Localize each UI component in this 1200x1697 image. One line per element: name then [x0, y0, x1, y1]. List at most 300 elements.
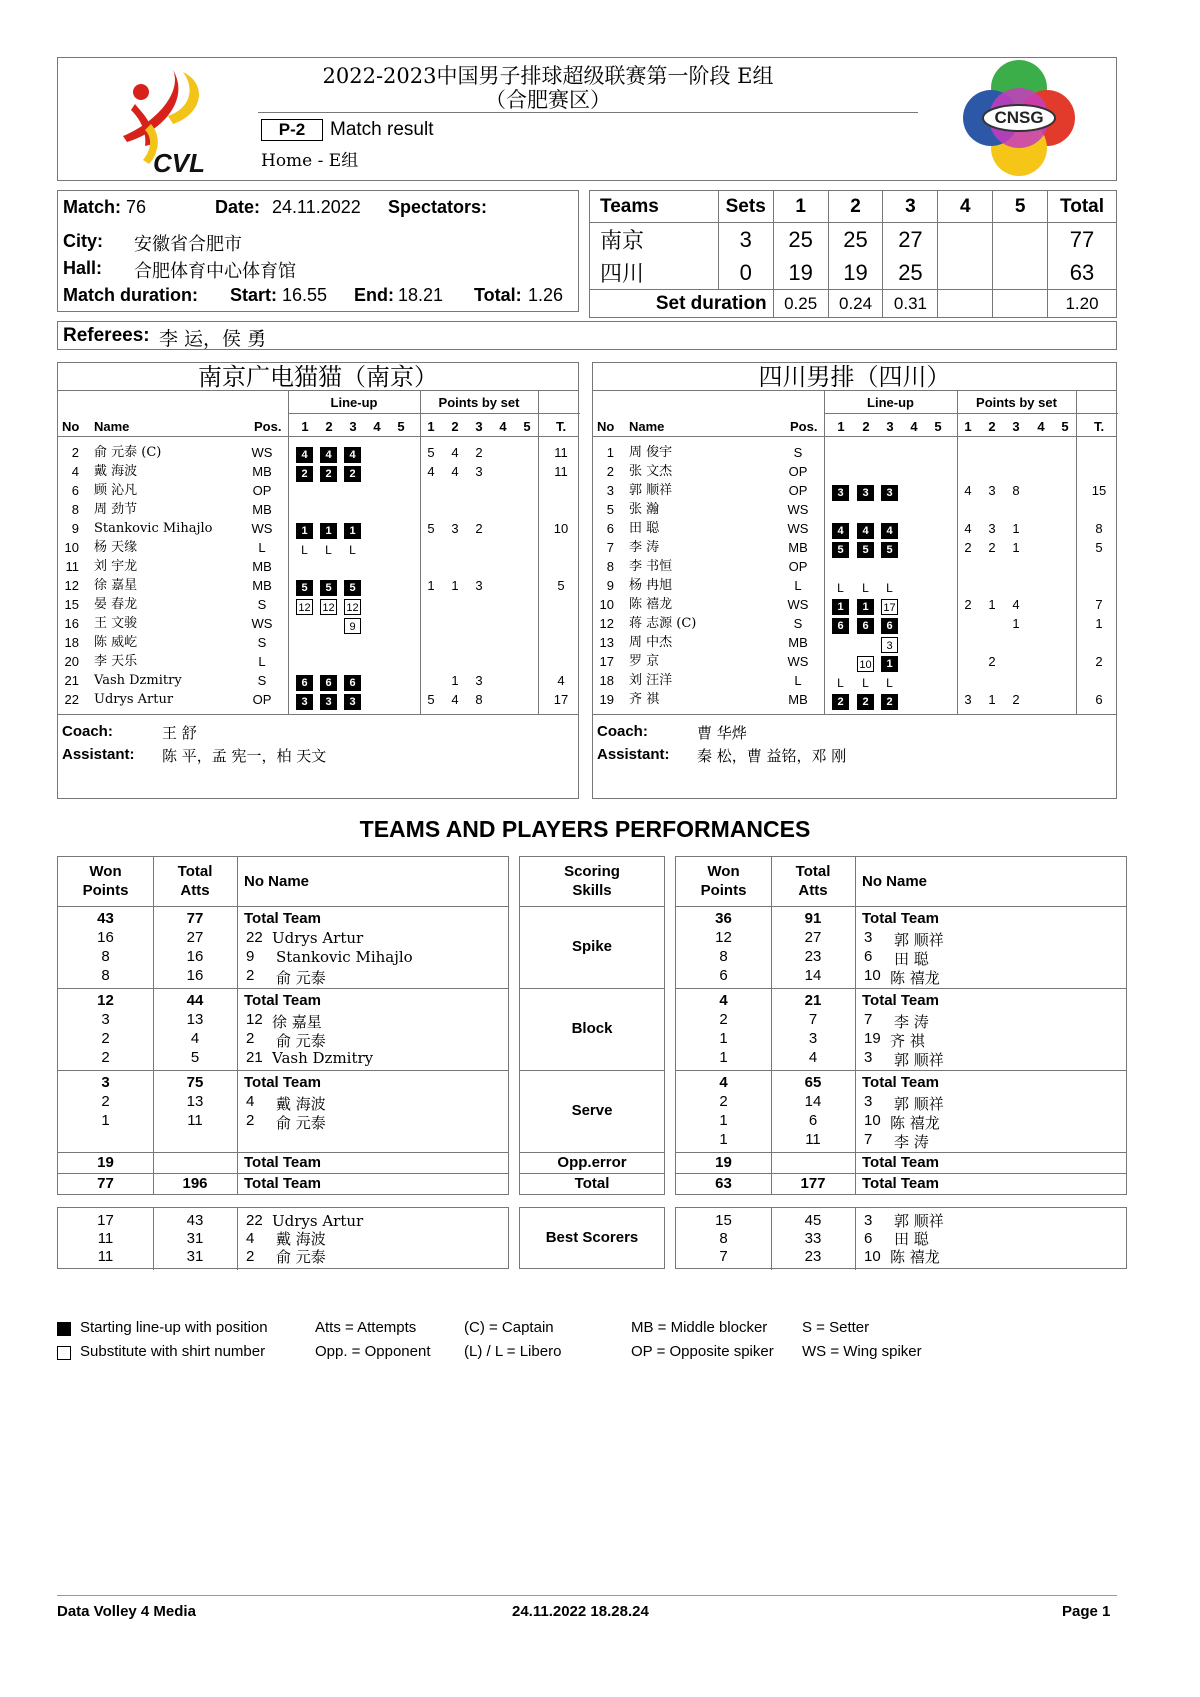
player-number: 2 [71, 445, 79, 460]
set-duration-1: 0.25 [773, 290, 828, 318]
player-position: OP [252, 483, 272, 498]
player-position: S [257, 635, 267, 650]
col-pos-header: Pos. [790, 419, 818, 434]
player-number: 2 [246, 1112, 255, 1129]
player-number: 10 [864, 1112, 881, 1129]
lineup-cell [296, 520, 313, 539]
lineup-libero: L [301, 542, 308, 557]
points-set: 4 [1012, 597, 1020, 612]
lineup-cell [881, 520, 898, 539]
lineup-sub-number: 12 [296, 599, 313, 615]
player-position: L [794, 578, 802, 593]
player-name: 陈 禧龙 [890, 1248, 940, 1266]
col-lineup-set-header: 4 [373, 419, 381, 434]
player-position: L [258, 654, 266, 669]
total-atts: 44 [186, 992, 204, 1009]
col-divider [237, 857, 238, 906]
col-divider [237, 989, 238, 1071]
lineup-cell [344, 539, 361, 558]
date-value: 24.11.2022 [272, 197, 361, 217]
points-set: 5 [427, 692, 435, 707]
player-name: 李 书恒 [629, 559, 673, 574]
perf-right-opp-error [675, 1153, 1127, 1174]
won-points: 63 [715, 1175, 732, 1192]
col-lineup-set-header: 2 [862, 419, 870, 434]
player-row [593, 462, 1116, 481]
points-set: 1 [1012, 540, 1020, 555]
player-number: 2 [246, 1030, 255, 1047]
hall-label: Hall: [63, 258, 103, 278]
player-name: Udrys Artur [272, 1212, 364, 1230]
score-header-set2: 2 [828, 191, 883, 223]
lineup-cell [857, 577, 874, 596]
legend [57, 1318, 1117, 1366]
lineup-start-position: 3 [344, 694, 361, 710]
lineup-libero: L [886, 675, 893, 690]
lineup-cell [857, 615, 874, 634]
lineup-sub-number: 12 [320, 599, 337, 615]
score-header-row [590, 191, 1117, 223]
lineup-cell [857, 520, 874, 539]
points-set: 2 [964, 540, 972, 555]
player-row [593, 576, 1116, 595]
col-divider [153, 1153, 154, 1174]
lineup-start-position: 1 [881, 656, 898, 672]
score-set5 [993, 256, 1048, 290]
score-header-total: Total [1048, 191, 1117, 223]
perf-right-total [675, 1174, 1127, 1195]
points-set: 2 [1012, 692, 1020, 707]
coach-divider [58, 714, 578, 715]
player-number: 4 [71, 464, 79, 479]
lineup-cell [832, 577, 849, 596]
lineup-start-position: 1 [344, 523, 361, 539]
points-header: Points by set [438, 395, 520, 410]
lineup-libero: L [349, 542, 356, 557]
player-row [593, 557, 1116, 576]
lineup-start-position: 5 [857, 542, 874, 558]
total-atts: 177 [800, 1175, 826, 1192]
col-points-set-header: 5 [1061, 419, 1069, 434]
player-name: Udrys Artur [272, 929, 364, 947]
lineup-cell [320, 463, 337, 482]
perf-left-total [57, 1174, 509, 1195]
col-name-header: Name [94, 419, 130, 434]
total-atts: 7 [808, 1011, 818, 1028]
lineup-start-position: 6 [344, 675, 361, 691]
lineup-cell [857, 672, 874, 691]
perf-right-section [675, 989, 1127, 1071]
points-set: 8 [1012, 483, 1020, 498]
points-set: 1 [988, 692, 996, 707]
skills-header-l2: Skills [572, 882, 612, 899]
skill-cell [519, 1071, 665, 1153]
coach-label: Coach: [62, 723, 113, 740]
player-name: 陈 威屹 [94, 635, 138, 650]
score-table [589, 190, 1117, 318]
score-set3: 27 [883, 223, 938, 257]
player-number: 18 [599, 673, 614, 688]
coach-name: 曹 华烨 [697, 724, 747, 742]
player-name: 陈 禧龙 [890, 969, 940, 987]
player-row [58, 500, 578, 519]
lineup-cell [296, 444, 313, 463]
lineup-sub-number: 3 [881, 637, 898, 653]
player-row [58, 633, 578, 652]
lineup-cell [832, 539, 849, 558]
points-set: 3 [475, 578, 483, 593]
player-position: MB [252, 559, 272, 574]
player-name: 俞 元泰 (C) [94, 445, 162, 460]
won-points: 11 [97, 1230, 114, 1247]
player-name: 刘 汪洋 [629, 673, 673, 688]
won-points: 17 [97, 1212, 114, 1229]
lineup-cell [832, 691, 849, 710]
points-header: Points by set [976, 395, 1057, 410]
assistant-label: Assistant: [62, 746, 135, 763]
player-name: 杨 冉旭 [629, 578, 673, 593]
col-points-set-header: 1 [964, 419, 972, 434]
city-label: City: [63, 231, 103, 251]
won-points: 1 [719, 1030, 728, 1047]
player-position: MB [252, 464, 272, 479]
player-name: 郭 顺祥 [894, 931, 944, 949]
player-name: Total Team [862, 910, 939, 927]
won-points: 19 [97, 1154, 114, 1171]
col-divider [237, 1174, 238, 1195]
lineup-cell [320, 520, 337, 539]
player-position: MB [788, 635, 808, 650]
points-total: 1 [1095, 616, 1103, 631]
player-number: 12 [64, 578, 79, 593]
lineup-cell [857, 539, 874, 558]
footer-left: Data Volley 4 Media [57, 1603, 196, 1620]
total-atts: 21 [804, 992, 822, 1009]
set-duration-4 [938, 290, 993, 318]
lineup-cell [296, 596, 313, 615]
lineup-cell [344, 520, 361, 539]
lineup-start-position: 4 [857, 523, 874, 539]
col-divider [855, 989, 856, 1071]
best-scorers-right [675, 1207, 1127, 1269]
player-name: 李 涛 [894, 1133, 929, 1151]
player-row [593, 652, 1116, 671]
lineup-cell [344, 691, 361, 710]
player-number: 5 [606, 502, 614, 517]
player-name: 徐 嘉星 [272, 1013, 322, 1031]
player-row [593, 614, 1116, 633]
skill-cell [519, 907, 665, 989]
won-points: 1 [719, 1112, 728, 1129]
won-points: 2 [101, 1030, 110, 1047]
player-row [593, 595, 1116, 614]
points-total: 6 [1095, 692, 1103, 707]
won-points: 77 [97, 1175, 114, 1192]
player-name: 戴 海波 [276, 1095, 326, 1113]
lineup-start-position: 1 [832, 599, 849, 615]
player-number: 7 [864, 1011, 873, 1028]
col-divider [855, 1174, 856, 1195]
lineup-start-position: 2 [881, 694, 898, 710]
referees-box [57, 321, 1117, 350]
noname-header: No Name [244, 873, 310, 890]
atts-header-l2: Atts [798, 882, 828, 899]
player-position: MB [788, 692, 808, 707]
col-divider [771, 1153, 772, 1174]
total-atts: 27 [804, 929, 822, 946]
player-name: 陈 禧龙 [629, 597, 673, 612]
total-atts: 16 [186, 967, 204, 984]
points-total: 2 [1095, 654, 1103, 669]
lineup-start-position: 1 [296, 523, 313, 539]
player-row [593, 519, 1116, 538]
lineup-cell [832, 615, 849, 634]
match-label: Match: [63, 197, 121, 217]
lineup-start-position: 2 [344, 466, 361, 482]
cvl-logo [113, 64, 223, 178]
points-set: 2 [475, 445, 483, 460]
end-value: 18.21 [398, 285, 444, 305]
header-box [57, 57, 1117, 181]
player-number: 10 [599, 597, 614, 612]
player-number: 8 [71, 502, 79, 517]
player-row [58, 443, 578, 462]
player-number: 7 [864, 1131, 873, 1148]
lineup-cell [296, 691, 313, 710]
points-set: 3 [964, 692, 972, 707]
match-value: 76 [126, 197, 147, 217]
player-position: WS [787, 654, 809, 669]
roster-away [592, 362, 1117, 799]
player-number: 6 [864, 948, 873, 965]
player-row [58, 557, 578, 576]
player-name: 李 涛 [629, 540, 660, 555]
points-set: 2 [988, 654, 996, 669]
player-number: 12 [599, 616, 614, 631]
score-set4 [938, 223, 993, 257]
player-name: 齐 祺 [629, 692, 660, 707]
player-name: 晏 春龙 [94, 597, 138, 612]
total-atts: 4 [808, 1049, 818, 1066]
best-scorers-label: Best Scorers [545, 1229, 639, 1246]
col-divider [855, 907, 856, 989]
skills-header [519, 856, 665, 907]
coach-name: 王 舒 [162, 724, 197, 742]
lineup-libero: L [325, 542, 332, 557]
performance-title: TEAMS AND PLAYERS PERFORMANCES [359, 816, 811, 842]
date-label: Date: [215, 197, 261, 217]
perf-right-header [675, 856, 1127, 907]
won-points: 12 [715, 929, 732, 946]
player-number: 11 [65, 559, 79, 574]
total-atts: 3 [808, 1030, 818, 1047]
duration-label: Match duration: [63, 285, 198, 305]
noname-header: No Name [862, 873, 928, 890]
lineup-start-position: 3 [320, 694, 337, 710]
assistant-label: Assistant: [597, 746, 670, 763]
title-line1: 2022-2023中国男子排球超级联赛第一阶段 E组 [322, 64, 774, 88]
won-points: 2 [101, 1093, 110, 1110]
player-number: 19 [864, 1030, 881, 1047]
col-lineup-set-header: 1 [837, 419, 845, 434]
won-header-l1: Won [707, 863, 740, 880]
col-total-header: T. [555, 419, 567, 434]
score-set2: 19 [828, 256, 883, 290]
perf-left-header [57, 856, 509, 907]
lineup-cell [320, 444, 337, 463]
player-name: 周 中杰 [629, 635, 673, 650]
points-set: 3 [988, 521, 996, 536]
lineup-header: Line-up [330, 395, 378, 410]
points-set: 5 [427, 445, 435, 460]
roster-home [57, 362, 579, 799]
skill-cell [519, 1153, 665, 1174]
player-name: 俞 元泰 [276, 969, 326, 987]
lineup-libero: L [837, 580, 844, 595]
score-header-sets: Sets [718, 191, 773, 223]
player-number: 8 [606, 559, 614, 574]
spectators-label: Spectators: [388, 197, 488, 217]
points-set: 1 [1012, 521, 1020, 536]
team-name: 四川男排（四川） [593, 363, 1116, 391]
best-scorers-left [57, 1207, 509, 1269]
points-total: 7 [1095, 597, 1103, 612]
won-points: 15 [715, 1212, 732, 1229]
player-name: 李 涛 [894, 1013, 929, 1031]
player-number: 21 [246, 1049, 263, 1066]
score-set4 [938, 256, 993, 290]
title-line2: （合肥赛区） [485, 88, 611, 112]
player-row [58, 519, 578, 538]
won-points: 4 [719, 992, 728, 1009]
lineup-cell [296, 539, 313, 558]
player-position: WS [787, 502, 809, 517]
lineup-cell [320, 691, 337, 710]
total-atts: 27 [186, 929, 204, 946]
score-row-away [590, 256, 1117, 290]
title-divider [258, 112, 918, 113]
lineup-cell [832, 672, 849, 691]
points-set: 4 [451, 445, 459, 460]
col-divider [237, 1071, 238, 1153]
player-name: Total Team [244, 992, 321, 1009]
points-total: 11 [554, 445, 568, 460]
perf-left-opp-error [57, 1153, 509, 1174]
player-number: 16 [64, 616, 79, 631]
lineup-cell [881, 615, 898, 634]
col-divider [153, 857, 154, 906]
col-points-set-header: 3 [475, 419, 483, 434]
player-number: 18 [64, 635, 79, 650]
skill-cell [519, 989, 665, 1071]
col-divider [855, 1208, 856, 1270]
col-no-header: No [597, 419, 615, 434]
player-position: OP [252, 692, 272, 707]
player-row [58, 690, 578, 709]
lineup-start-position: 4 [832, 523, 849, 539]
lineup-libero: L [886, 580, 893, 595]
player-number: 3 [864, 1212, 873, 1229]
player-name: 郭 顺祥 [629, 483, 673, 498]
lineup-start-position: 4 [296, 447, 313, 463]
atts-header-l1: Total [795, 863, 831, 880]
legend-opp: Opp. = Opponent [315, 1343, 431, 1360]
player-number: 4 [246, 1230, 255, 1247]
player-number: 22 [64, 692, 79, 707]
skill-cell [519, 1174, 665, 1195]
perf-left-section [57, 989, 509, 1071]
lineup-cell [344, 444, 361, 463]
points-set: 3 [451, 521, 459, 536]
player-name: Vash Dzmitry [94, 673, 182, 688]
player-row [593, 690, 1116, 709]
perf-right-section [675, 1071, 1127, 1153]
team-label: Total Team [244, 1154, 321, 1171]
player-name: Stankovic Mihajlo [276, 948, 413, 966]
player-position: S [257, 673, 267, 688]
player-position: OP [788, 464, 808, 479]
subheader-line [288, 413, 580, 414]
points-total: 5 [1095, 540, 1103, 555]
lineup-start-position: 1 [320, 523, 337, 539]
player-number: 9 [71, 521, 79, 536]
won-points: 1 [101, 1112, 110, 1129]
player-number: 3 [864, 1093, 873, 1110]
total-atts: 75 [186, 1074, 204, 1091]
player-row [593, 443, 1116, 462]
player-number: 10 [864, 967, 881, 984]
points-set: 1 [1012, 616, 1020, 631]
total-atts: 13 [186, 1011, 204, 1028]
total-atts: 196 [182, 1175, 208, 1192]
team-label: Total Team [862, 1154, 939, 1171]
start-label: Start: [230, 285, 278, 305]
lineup-cell [320, 596, 337, 615]
player-position: WS [251, 445, 273, 460]
lineup-cell [857, 482, 874, 501]
player-name: 田 聪 [894, 950, 929, 968]
won-header-l2: Points [82, 882, 129, 899]
total-atts: 5 [190, 1049, 200, 1066]
score-team-name: 四川 [590, 256, 719, 290]
player-name: 戴 海波 [276, 1230, 326, 1248]
points-set: 5 [427, 521, 435, 536]
player-row [593, 500, 1116, 519]
player-name: 田 聪 [894, 1230, 929, 1248]
total-atts: 23 [804, 948, 822, 965]
score-total: 63 [1048, 256, 1117, 290]
lineup-cell [857, 691, 874, 710]
won-points: 12 [97, 992, 114, 1009]
player-number: 2 [246, 1248, 255, 1265]
total-atts: 45 [804, 1212, 822, 1229]
col-divider [237, 1153, 238, 1174]
points-total: 10 [553, 521, 569, 536]
set-duration-3: 0.31 [883, 290, 938, 318]
legend-ws: WS = Wing spiker [802, 1343, 922, 1360]
referees-label: Referees: [63, 325, 150, 346]
city-value: 安徽省合肥市 [134, 234, 242, 255]
player-name: 郭 顺祥 [894, 1051, 944, 1069]
player-position: OP [788, 483, 808, 498]
player-name: Total Team [244, 1074, 321, 1091]
points-set: 3 [475, 464, 483, 479]
score-header-set5: 5 [993, 191, 1048, 223]
player-position: S [257, 597, 267, 612]
assistant-names: 陈 平，孟 宪一，柏 天文 [162, 747, 327, 765]
col-points-set-header: 2 [988, 419, 996, 434]
player-name: Total Team [862, 1074, 939, 1091]
